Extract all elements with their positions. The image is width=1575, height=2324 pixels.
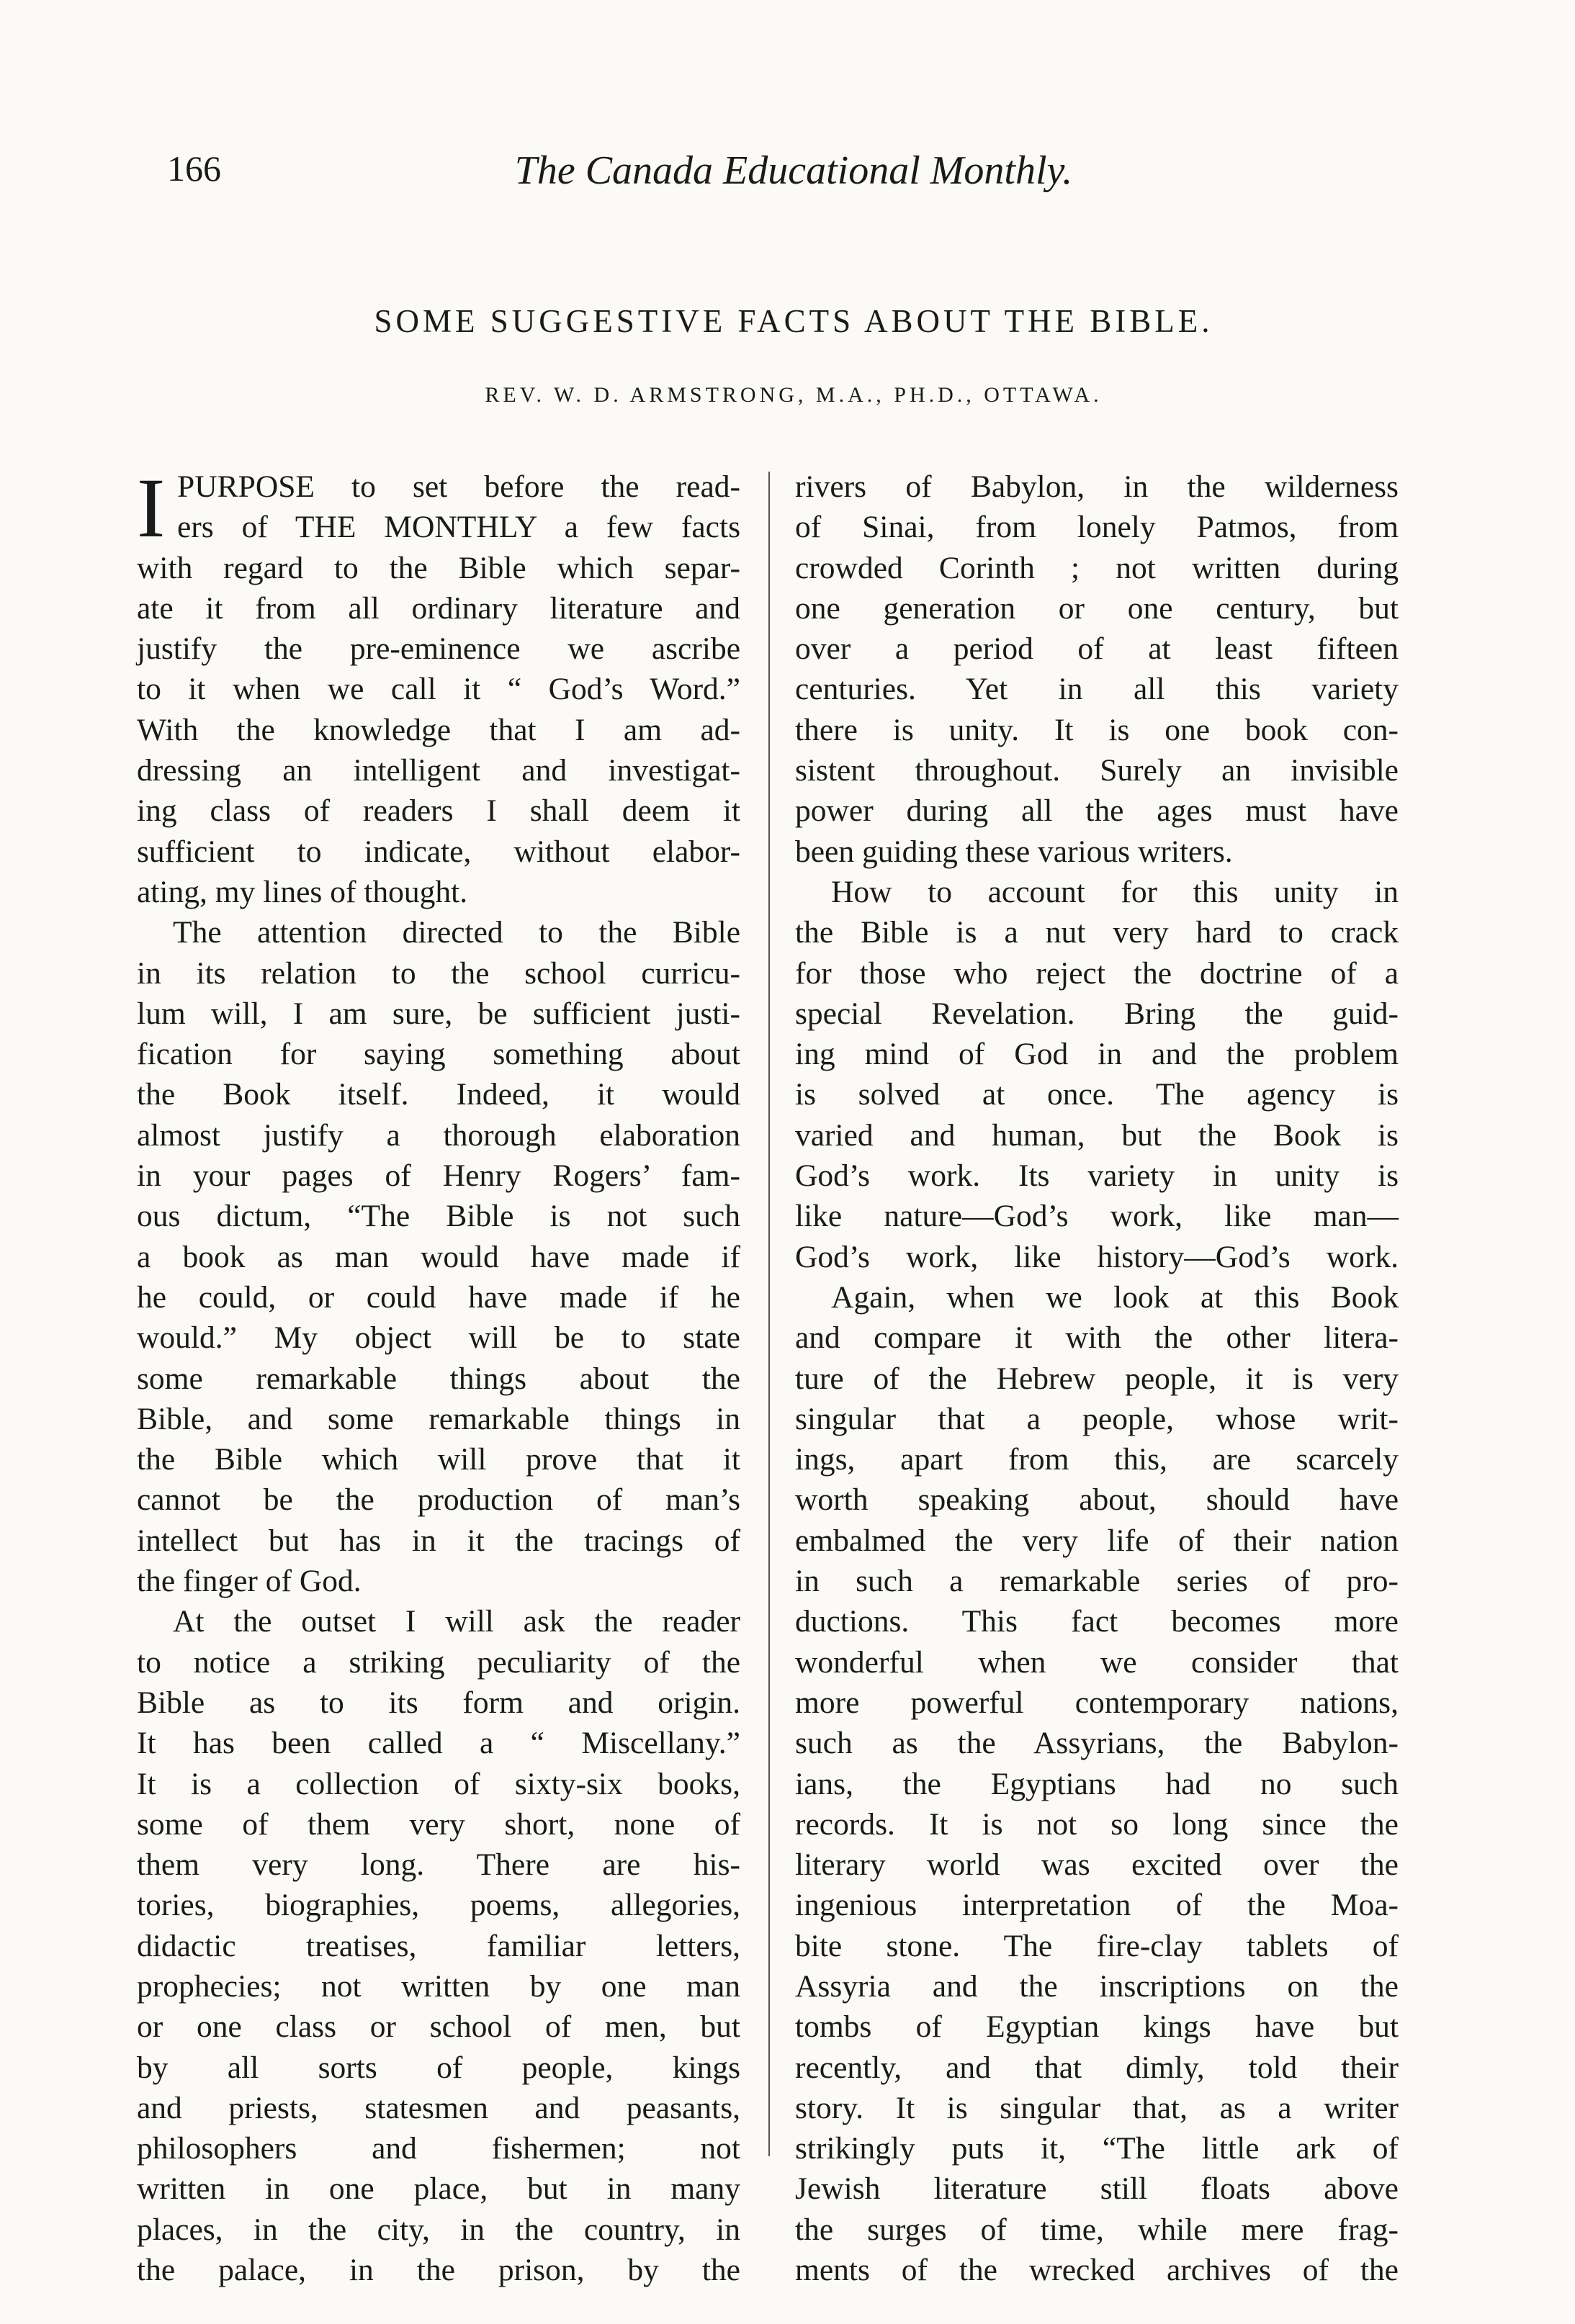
text-line: the Bible is a nut very hard to crack	[795, 915, 1399, 950]
text-line: places, in the city, in the country, in	[137, 2212, 740, 2247]
text-line: such as the Assyrians, the Babylon-	[795, 1726, 1399, 1761]
text-line: sistent throughout. Surely an invisible	[795, 753, 1399, 788]
text-line: ments of the wrecked archives of the	[795, 2253, 1399, 2288]
text-line: and priests, statesmen and peasants,	[137, 2090, 740, 2125]
text-line: cannot be the production of man’s	[137, 1482, 740, 1518]
text-line: It has been called a “ Miscellany.”	[137, 1726, 740, 1761]
text-line: them very long. There are his-	[137, 1847, 740, 1883]
text-line: ous dictum, “The Bible is not such	[137, 1199, 740, 1234]
text-line: with regard to the Bible which separ-	[137, 550, 740, 585]
text-line: ings, apart from this, are scarcely	[795, 1442, 1399, 1477]
text-line: God’s work. Its variety in unity is	[795, 1158, 1399, 1194]
text-line: special Revelation. Bring the guid-	[795, 996, 1399, 1031]
text-line: strikingly puts it, “The little ark of	[795, 2131, 1399, 2166]
column-divider	[768, 472, 770, 2156]
text-line: Jewish literature still floats above	[795, 2171, 1399, 2207]
text-line: or one class or school of men, but	[137, 2009, 740, 2045]
text-line: embalmed the very life of their nation	[795, 1523, 1399, 1558]
text-line: philosophers and fishermen; not	[137, 2131, 740, 2166]
text-line: there is unity. It is one book con-	[795, 712, 1399, 747]
text-line: story. It is singular that, as a writer	[795, 2090, 1399, 2125]
text-line: tories, biographies, poems, allegories,	[137, 1888, 740, 1923]
text-line: Again, when we look at this Book	[831, 1279, 1399, 1315]
text-line: ers of THE MONTHLY a few facts	[177, 510, 740, 545]
text-line: some remarkable things about the	[137, 1361, 740, 1396]
text-line: for those who reject the doctrine of a	[795, 955, 1399, 991]
text-line: written in one place, but in many	[137, 2171, 740, 2207]
text-line: singular that a people, whose writ-	[795, 1401, 1399, 1436]
text-line: in such a remarkable series of pro-	[795, 1564, 1399, 1599]
text-line: the palace, in the prison, by the	[137, 2253, 740, 2288]
text-line: ingenious interpretation of the Moa-	[795, 1888, 1399, 1923]
text-line: Bible, and some remarkable things in	[137, 1401, 740, 1436]
text-line: tombs of Egyptian kings have but	[795, 2009, 1399, 2045]
text-line: records. It is not so long since the	[795, 1806, 1399, 1842]
text-line: wonderful when we consider that	[795, 1644, 1399, 1680]
text-line: How to account for this unity in	[831, 874, 1399, 909]
text-line: At the outset I will ask the reader	[173, 1604, 740, 1639]
text-line: ture of the Hebrew people, it is very	[795, 1361, 1399, 1396]
text-line: to notice a striking peculiarity of the	[137, 1644, 740, 1680]
text-line: like nature—God’s work, like man—	[795, 1199, 1399, 1234]
text-line: and compare it with the other litera-	[795, 1320, 1399, 1356]
drop-cap: I	[137, 461, 166, 555]
text-line: God’s work, like history—God’s work.	[795, 1239, 1399, 1274]
text-line: in your pages of Henry Rogers’ fam-	[137, 1158, 740, 1194]
running-title: The Canada Educational Monthly.	[514, 148, 1073, 193]
article-title: SOME SUGGESTIVE FACTS ABOUT THE BIBLE.	[374, 303, 1213, 339]
text-line: didactic treatises, familiar letters,	[137, 1928, 740, 1963]
text-line: ductions. This fact becomes more	[795, 1604, 1399, 1639]
text-line: would.” My object will be to state	[137, 1320, 740, 1356]
text-line: the Bible which will prove that it	[137, 1442, 740, 1477]
text-line: almost justify a thorough elaboration	[137, 1117, 740, 1153]
text-line: rivers of Babylon, in the wilderness	[795, 469, 1399, 504]
right-column	[795, 467, 1399, 2290]
text-line: justify the pre-eminence we ascribe	[137, 631, 740, 667]
text-line: Assyria and the inscriptions on the	[795, 1968, 1399, 2004]
text-line: ing class of readers I shall deem it	[137, 793, 740, 829]
text-line: worth speaking about, should have	[795, 1482, 1399, 1518]
text-line: ating, my lines of thought.	[137, 874, 468, 909]
text-line: been guiding these various writers.	[795, 834, 1233, 869]
text-line: is solved at once. The agency is	[795, 1077, 1399, 1112]
text-line: ing mind of God in and the problem	[795, 1037, 1399, 1072]
text-line: a book as man would have made if	[137, 1239, 740, 1274]
text-line: lum will, I am sure, be sufficient justi-	[137, 996, 740, 1031]
text-line: more powerful contemporary nations,	[795, 1685, 1399, 1720]
text-line: power during all the ages must have	[795, 793, 1399, 829]
text-line: It is a collection of sixty-six books,	[137, 1766, 740, 1801]
text-line: in its relation to the school curricu-	[137, 955, 740, 991]
left-column	[137, 461, 740, 2290]
text-line: fication for saying something about	[137, 1037, 740, 1072]
text-line: dressing an intelligent and investigat-	[137, 753, 740, 788]
text-line: prophecies; not written by one man	[137, 1968, 740, 2004]
text-line: he could, or could have made if he	[137, 1279, 740, 1315]
text-line: crowded Corinth ; not written during	[795, 550, 1399, 585]
text-line: Bible as to its form and origin.	[137, 1685, 740, 1720]
text-line: ians, the Egyptians had no such	[795, 1766, 1399, 1801]
text-line: varied and human, but the Book is	[795, 1117, 1399, 1153]
text-line: literary world was excited over the	[795, 1847, 1399, 1883]
text-line: intellect but has in it the tracings of	[137, 1523, 740, 1558]
text-line: the finger of God.	[137, 1564, 362, 1599]
text-line: some of them very short, none of	[137, 1806, 740, 1842]
text-line: the surges of time, while mere frag-	[795, 2212, 1399, 2247]
article-byline: REV. W. D. ARMSTRONG, M.A., PH.D., OTTAWA.	[485, 383, 1103, 407]
text-line: The attention directed to the Bible	[173, 915, 740, 950]
text-line: the Book itself. Indeed, it would	[137, 1077, 740, 1112]
text-line: by all sorts of people, kings	[137, 2050, 740, 2085]
page-number: 166	[167, 148, 221, 189]
text-line: With the knowledge that I am ad-	[137, 712, 740, 747]
text-line: centuries. Yet in all this variety	[795, 672, 1399, 707]
text-line: one generation or one century, but	[795, 590, 1399, 626]
text-line: bite stone. The fire-clay tablets of	[795, 1928, 1399, 1963]
text-line: sufficient to indicate, without elabor-	[137, 834, 740, 869]
text-line: of Sinai, from lonely Patmos, from	[795, 510, 1399, 545]
text-line: recently, and that dimly, told their	[795, 2050, 1399, 2085]
text-line: PURPOSE to set before the read-	[177, 469, 740, 504]
page-header	[167, 148, 1420, 205]
text-line: to it when we call it “ God’s Word.”	[137, 672, 740, 707]
text-line: ate it from all ordinary literature and	[137, 590, 740, 626]
text-line: over a period of at least fifteen	[795, 631, 1399, 667]
